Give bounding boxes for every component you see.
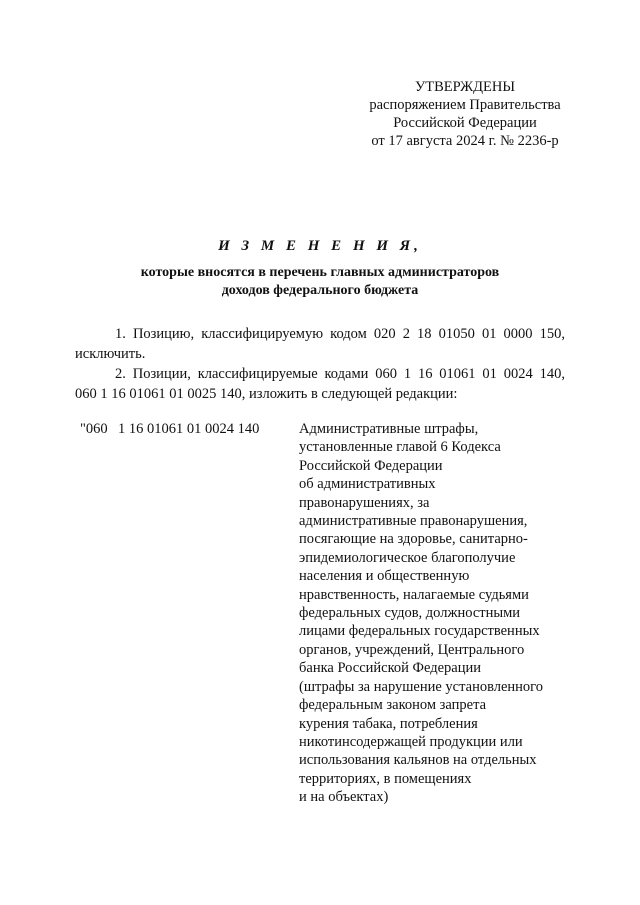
paragraph-1: [75, 324, 565, 364]
approval-line: распоряжением Правительства: [369, 97, 561, 113]
paragraph-2: [75, 364, 565, 404]
approval-line: от 17 августа 2024 г. № 2236-р: [371, 133, 559, 149]
description-line: нравственность, налагаемые судьями: [299, 586, 529, 603]
description-line: Российской Федерации: [299, 457, 443, 474]
description-line: установленные главой 6 Кодекса: [299, 439, 501, 456]
description-line: правонарушениях, за: [299, 494, 430, 511]
approval-stamp: [340, 78, 590, 150]
document-subtitle: [0, 264, 640, 300]
description-line: и на объектах): [299, 789, 389, 806]
approval-line: УТВЕРЖДЕНЫ: [414, 79, 516, 95]
description-line: федеральным законом запрета: [299, 697, 487, 714]
subtitle-line: доходов федерального бюджета: [221, 283, 419, 298]
description-line: эпидемиологическое благополучие: [299, 549, 516, 566]
description-line: лицами федеральных государственных: [299, 623, 540, 640]
description-line: федеральных судов, должностными: [299, 605, 521, 622]
description-line: банка Российской Федерации: [299, 660, 482, 677]
description-line: Административные штрафы,: [299, 421, 479, 437]
description-cell: [299, 420, 569, 807]
description-line: (штрафы за нарушение установленного: [299, 678, 544, 695]
description-line: курения табака, потребления: [299, 715, 478, 732]
description-line: посягающие на здоровье, санитарно-: [299, 531, 528, 548]
description-line: органов, учреждений, Центрального: [299, 641, 525, 658]
paragraph-line: 1. Позицию, классифицируемую кодом 020 2 18 01050 01 0000 150,: [115, 326, 565, 342]
description-line: населения и общественную: [299, 568, 470, 585]
admin-code-cell: "060: [80, 421, 108, 437]
description-line: использования кальянов на отдельных: [299, 752, 537, 769]
paragraph-line: 2. Позиции, классифицируемые кодами 060 1 16 01061 01 0024 140,: [115, 366, 565, 382]
document-title: И З М Е Н Е Н И Я,: [218, 238, 422, 254]
subtitle-line: которые вносятся в перечень главных администраторов: [140, 265, 500, 280]
description-line: об административных: [299, 476, 436, 493]
description-line: административные правонарушения,: [299, 513, 528, 530]
approval-line: Российской Федерации: [393, 115, 537, 131]
paragraph-line: исключить.: [75, 346, 146, 362]
paragraph-line: 060 1 16 01061 01 0025 140, изложить в следующей редакции:: [75, 386, 458, 402]
description-line: никотинсодержащей продукции или: [299, 733, 523, 750]
kbk-code-cell: 1 16 01061 01 0024 140: [118, 421, 260, 437]
description-line: территориях, в помещениях: [299, 770, 472, 787]
